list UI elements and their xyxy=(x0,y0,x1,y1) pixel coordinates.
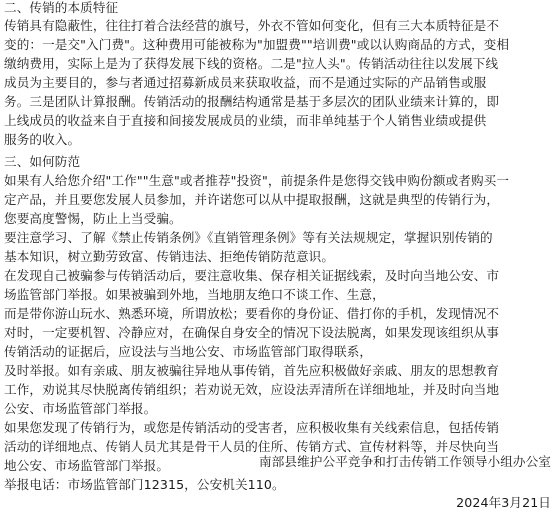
footer-date: 2024年3月21日 xyxy=(456,495,551,510)
section3-line-7: 场监管部门举报。如果被骗到外地，当地朋友绝口不谈工作、生意， xyxy=(4,287,385,302)
section2-line-5: 务。三是团队计算报酬。传销活动的报酬结构通常是基于多层次的团队业绩来计算的，即 xyxy=(4,94,500,109)
section2-line-3: 缴纳费用，实际上是为了获得发展下线的资格。二是"拉人头"。传销活动往往以发展下线 xyxy=(4,56,499,71)
section2-heading: 二、传销的本质特征 xyxy=(4,0,119,15)
section3-line-14: 如果您发现了传销行为，或您是传销活动的受害者，应积极收集有关线索信息，包括传销 xyxy=(4,420,500,435)
section3-line-13: 公安、市场监管部门举报。 xyxy=(4,401,157,416)
section3-line-2: 定产品，并且要您发展人员参加，并许诺您可以从中提取报酬，这就是典型的传销行为， xyxy=(4,192,500,207)
section3-line-9: 对时，一定要机智、冷静应对，在确保自身安全的情况下设法脱离，如果发现该组织从事 xyxy=(4,325,500,340)
section2-line-2: 变的：一是交"入门费"。这种费用可能被称为"加盟费""培训费"或以认购商品的方式，变相 xyxy=(4,37,510,52)
section2-line-1: 传销具有隐蔽性，往往打着合法经营的旗号，外衣不管如何变化，但有三大本质特征是不 xyxy=(4,18,500,33)
section3-line-10: 传销活动的证据后，应设法与当地公安、市场监管部门取得联系， xyxy=(4,344,373,359)
section3-line-5: 基本知识，树立勤劳致富、传销违法、拒绝传销防范意识。 xyxy=(4,249,335,264)
section3-line-11: 及时举报。如有亲戚、朋友被骗往异地从事传销，首先应积极做好亲戚、朋友的思想教育 xyxy=(4,363,500,378)
section3-line-15: 活动的详细地点、传销人员尤其是骨干人员的住所、传销方式、宣传材料等，并尽快向当 xyxy=(4,439,500,454)
section3-line-8: 而是带你游山玩水、熟悉环境，所谓放松；要看你的身份证、借打你的手机，发现情况不 xyxy=(4,306,500,321)
section3-line-6: 在发现自己被骗参与传销活动后，要注意收集、保存相关证据线索，及时向当地公安、市 xyxy=(4,268,500,283)
section2-line-7: 服务的收入。 xyxy=(4,132,81,147)
section3-line-4: 要注意学习、了解《禁止传销条例》《直销管理条例》等有关法规规定，掌握识别传销的 xyxy=(4,230,493,245)
section3-line-12: 工作，劝说其尽快脱离传销组织；若劝说无效，应设法弄清所在详细地址，并及时向当地 xyxy=(4,382,500,397)
section2-line-4: 成员为主要目的，参与者通过招募新成员来获取收益，而不是通过实际的产品销售或服 xyxy=(4,75,487,90)
section3-line-17: 举报电话：市场监管部门12315，公安机关110。 xyxy=(4,477,285,492)
section2-line-6: 上线成员的收益来自于直接和间接发展成员的业绩，而非单纯基于个人销售业绩或提供 xyxy=(4,113,487,128)
section3-line-3: 您要高度警惕，防止上当受骗。 xyxy=(4,211,182,226)
footer-organization: 南部县维护公平竞争和打击传销工作领导小组办公室 xyxy=(259,454,551,469)
section3-heading: 三、如何防范 xyxy=(4,154,81,169)
section3-line-16: 地公安、市场监管部门举报。 xyxy=(4,458,170,473)
section3-line-1: 如果有人给您介绍"工作""生意"或者推荐"投资"，前提条件是您得交钱申购份额或者购买一 xyxy=(4,173,510,188)
